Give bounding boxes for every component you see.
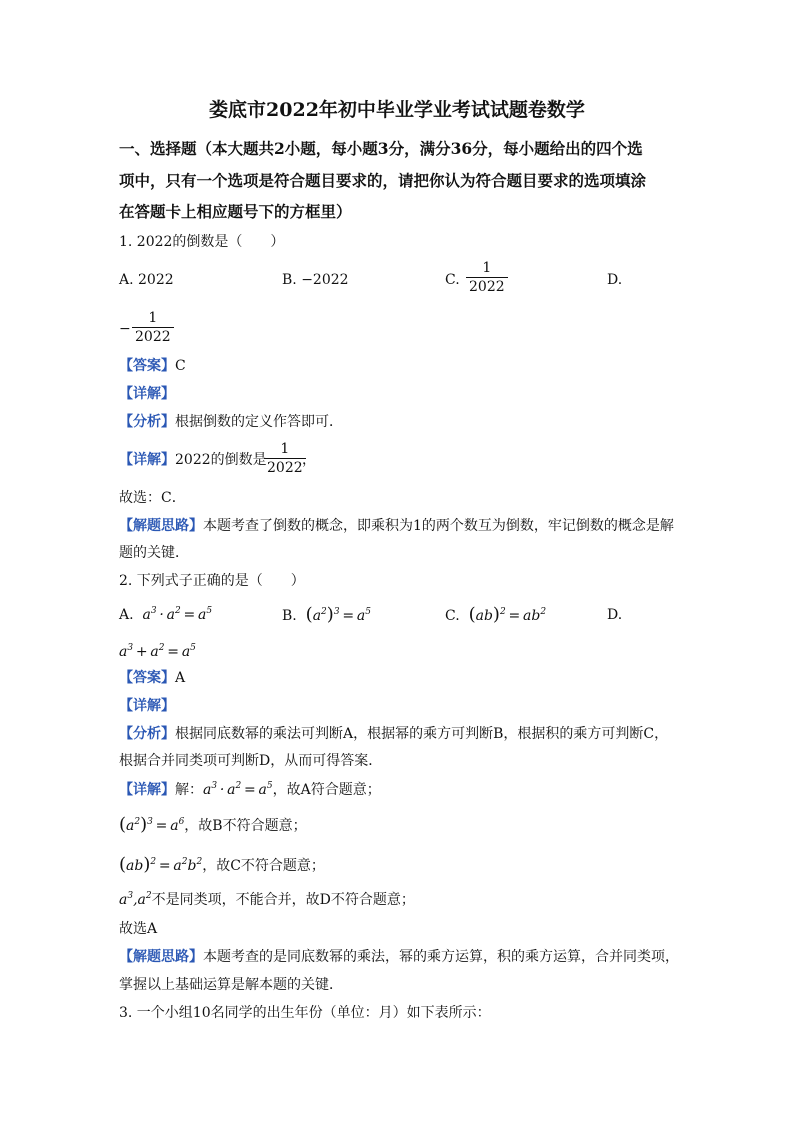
fraction-numerator: 1 <box>148 310 158 326</box>
thought-tag: 【解题思路】 <box>119 518 203 534</box>
option-a-formula: $a^3 \cdot a^2 = a^5$ <box>142 606 213 623</box>
page-title: 娄底市2022年初中毕业学业考试试题卷数学 <box>209 99 585 121</box>
detail-tag: 【详解】 <box>119 698 175 714</box>
q1-analysis <box>119 412 343 432</box>
solution-conclusion-2: ，故B不符合题意； <box>184 818 307 834</box>
solution-formula-3: $(ab)^2 = a^2b^2$ <box>119 854 203 875</box>
q1-detail-heading <box>119 384 175 404</box>
solution-tag: 【详解】 <box>119 782 175 798</box>
analysis-text: 根据倒数的定义作答即可． <box>175 414 343 430</box>
solution-text: 2022的倒数是 <box>175 452 267 468</box>
option-label: B. <box>282 608 297 624</box>
fraction-denominator: 2022 <box>466 277 508 296</box>
q2-option-c <box>445 605 546 626</box>
solution-formula-1: $a^3 \cdot a^2 = a^5$ <box>203 781 273 798</box>
fraction-denominator: 2022 <box>132 327 174 346</box>
solution-conclusion-3: ，故C不符合题意； <box>202 858 325 874</box>
analysis-tag: 【分析】 <box>119 726 175 742</box>
q1-option-b: B. −2022 <box>282 272 349 288</box>
solution-formula-4: $a^3,a^2$ <box>119 891 152 908</box>
detail-tag: 【详解】 <box>119 386 175 402</box>
q1-thought-line-1 <box>119 516 674 536</box>
solution-conclusion-4: 不是同类项，不能合并，故D不符合题意； <box>151 892 415 908</box>
q1-option-a: A. 2022 <box>119 272 174 288</box>
q2-option-a <box>119 605 212 625</box>
option-c-formula: $(ab)^2 = ab^2$ <box>468 604 547 625</box>
section-heading-line-2: 项中，只有一个选项是符合题目要求的，请把你认为符合题目要求的选项填涂 <box>119 171 647 190</box>
q2-option-d-formula: $a^3 + a^2 = a^5$ <box>119 643 196 660</box>
q2-solution-line-2 <box>119 815 307 836</box>
q1-stem: 1. 2022的倒数是（ ） <box>119 234 285 250</box>
fraction-numerator: 1 <box>280 441 290 457</box>
q1-solution-end: ， <box>302 452 316 468</box>
q2-answer <box>119 668 185 688</box>
q1-choice: 故选：C． <box>119 490 186 506</box>
section-heading-line-1: 一、选择题（本大题共2小题，每小题3分，满分36分，每小题给出的四个选 <box>119 139 643 158</box>
q2-option-d-label: D. <box>607 607 623 623</box>
fraction-denominator: 2022 <box>264 458 306 477</box>
option-label: C. <box>445 608 460 624</box>
solution-conclusion-1: ，故A符合题意； <box>272 782 381 798</box>
answer-tag: 【答案】 <box>119 358 175 374</box>
q2-stem: 2. 下列式子正确的是（ ） <box>119 573 305 589</box>
q1-option-c-fraction <box>466 259 508 296</box>
thought-text: 本题考查的是同底数幂的乘法，幂的乘方运算，积的乘方运算，合并同类项， <box>203 949 679 965</box>
answer-value: A <box>175 670 186 686</box>
section-heading-line-3: 在答题卡上相应题号下的方框里） <box>119 202 352 221</box>
q1-option-c-label: C. <box>445 272 460 288</box>
q2-solution-line-4 <box>119 890 415 910</box>
fraction-numerator: 1 <box>482 260 492 276</box>
q2-analysis-line-2: 根据合并同类项可判断D，从而可得答案． <box>119 753 383 769</box>
q1-option-d-label: D. <box>607 272 623 288</box>
q2-option-b <box>282 605 371 626</box>
q1-answer <box>119 356 186 376</box>
analysis-text: 根据同底数幂的乘法可判断A，根据幂的乘方可判断B，根据积的乘方可判断C， <box>175 726 669 742</box>
q2-choice: 故选A <box>119 921 158 937</box>
q1-thought-line-2: 题的关键． <box>119 545 189 561</box>
q1-option-d-fraction <box>132 309 174 346</box>
solution-prefix: 解： <box>175 782 203 798</box>
q2-thought-line-1 <box>119 947 679 967</box>
answer-value: C <box>175 358 186 374</box>
thought-tag: 【解题思路】 <box>119 949 203 965</box>
q1-solution <box>119 450 267 470</box>
q2-analysis-line-1 <box>119 724 668 744</box>
thought-text: 本题考查了倒数的概念，即乘积为1的两个数互为倒数，牢记倒数的概念是解 <box>203 518 674 534</box>
q1-option-d-sign: − <box>119 321 131 337</box>
answer-tag: 【答案】 <box>119 670 175 686</box>
q2-detail-heading <box>119 696 175 716</box>
analysis-tag: 【分析】 <box>119 414 175 430</box>
q2-solution-line-3 <box>119 855 325 876</box>
q2-solution-line-1 <box>119 780 381 800</box>
q3-stem: 3. 一个小组10名同学的出生年份（单位：月）如下表所示： <box>119 1005 491 1021</box>
option-label: A. <box>119 607 134 623</box>
q2-thought-line-2: 掌握以上基础运算是解本题的关键． <box>119 977 343 993</box>
solution-formula-2: $(a^2)^3 = a^6$ <box>119 814 185 835</box>
solution-tag: 【详解】 <box>119 452 175 468</box>
q1-solution-fraction <box>264 440 306 477</box>
option-b-formula: $(a^2)^3 = a^5$ <box>305 604 371 625</box>
